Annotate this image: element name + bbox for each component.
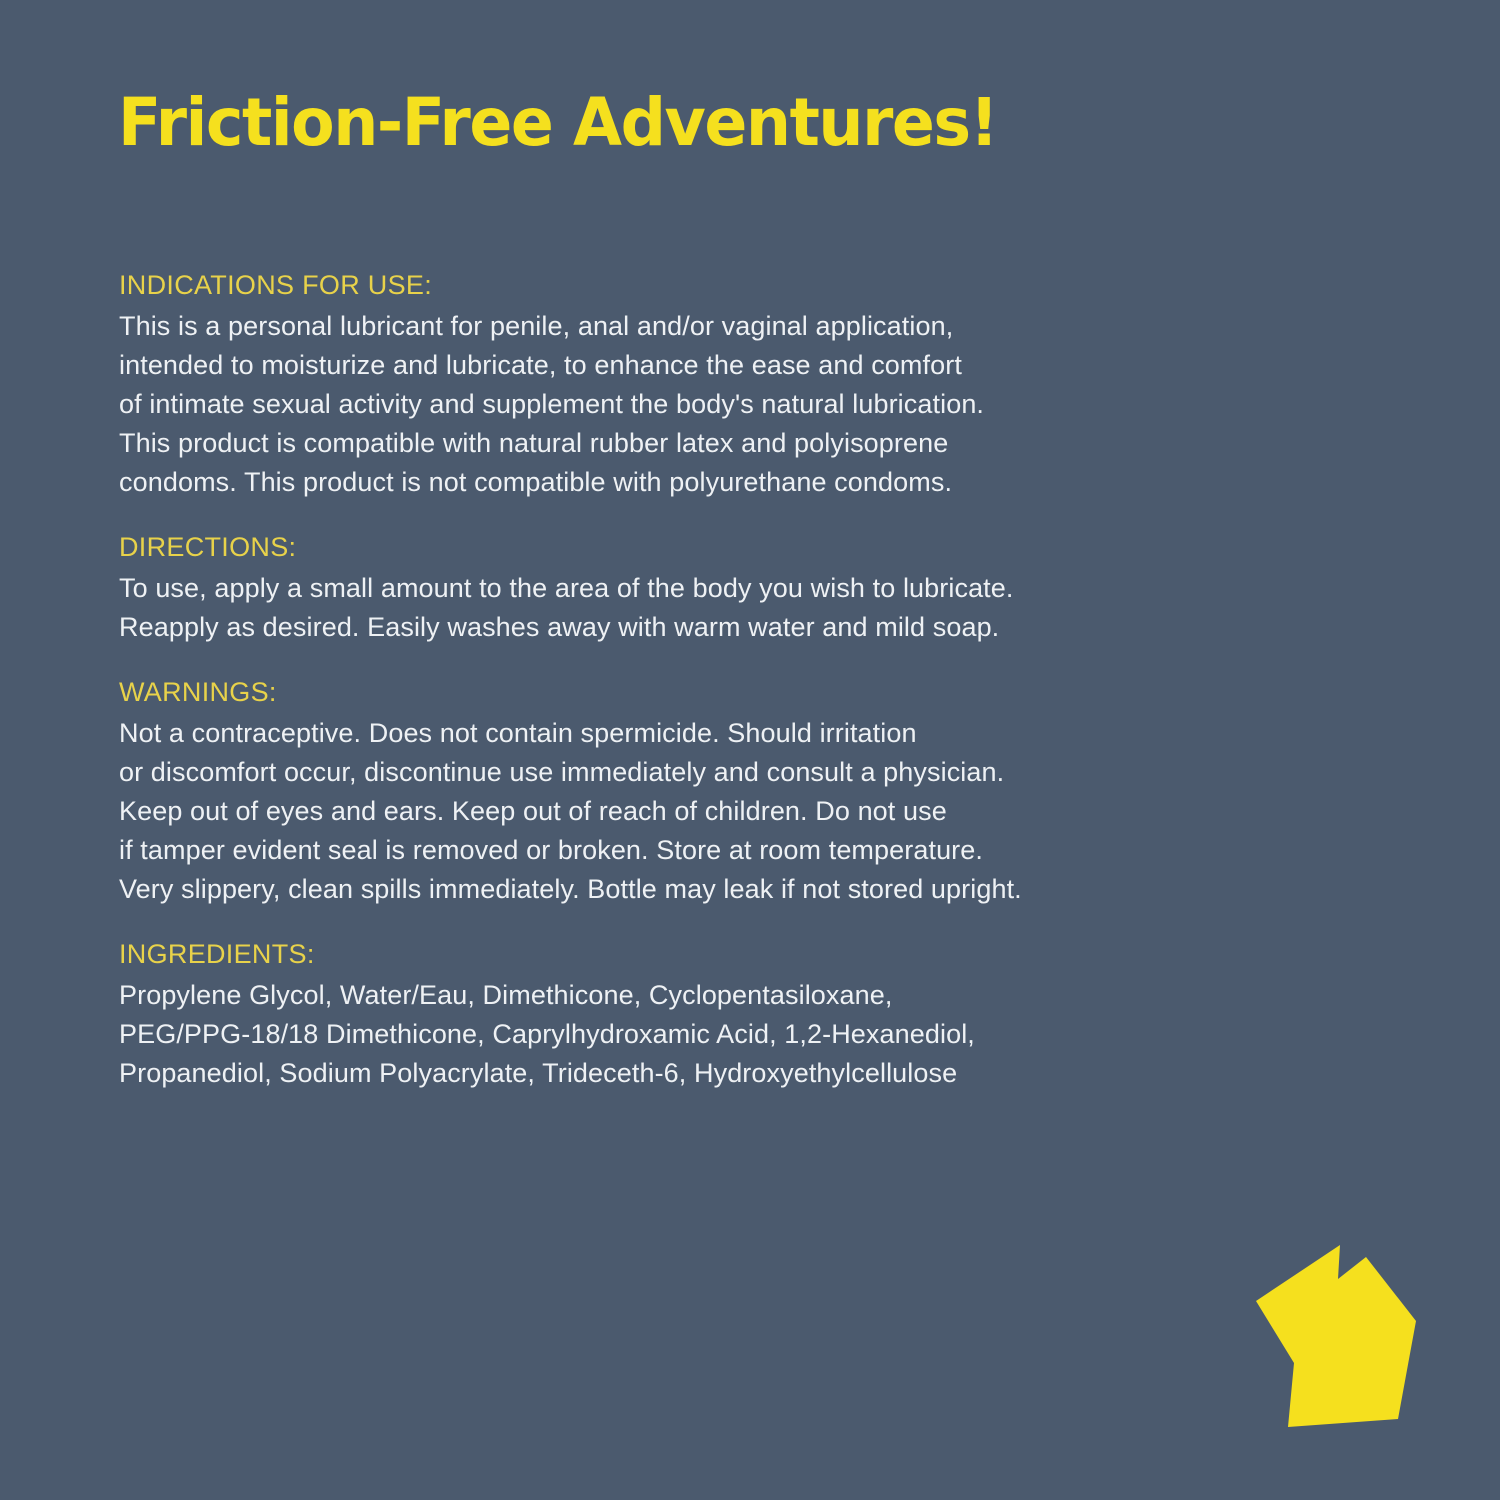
yellow-torn-corner-icon [1248,1243,1420,1428]
section-body [119,714,1299,909]
body-line: Not a contraceptive. Does not contain spermicide. Should irritation [119,718,917,748]
body-line: if tamper evident seal is removed or broken. Store at room temperature. [119,835,983,865]
section-ingredients [119,939,1299,1093]
body-line: Keep out of eyes and ears. Keep out of reach of children. Do not use [119,796,947,826]
body-line: of intimate sexual activity and supplement the body's natural lubrication. [119,389,985,419]
section-directions [119,532,1299,647]
body-line: Propanediol, Sodium Polyacrylate, Trideceth-6, Hydroxyethylcellulose [119,1058,958,1088]
section-heading: WARNINGS: [119,677,277,707]
section-indications [119,270,1299,502]
body-line: To use, apply a small amount to the area of the body you wish to lubricate. [119,573,1014,603]
section-heading: DIRECTIONS: [119,532,297,562]
body-line: Reapply as desired. Easily washes away with warm water and mild soap. [119,612,1000,642]
section-body [119,976,1299,1093]
section-heading: INGREDIENTS: [119,939,315,969]
section-warnings [119,677,1299,909]
body-line: condoms. This product is not compatible with polyurethane condoms. [119,467,953,497]
label-sections [119,270,1299,1093]
section-body [119,569,1299,647]
section-body [119,307,1299,502]
page-title: Friction-Free Adventures! [118,84,998,161]
body-line: PEG/PPG-18/18 Dimethicone, Caprylhydroxamic Acid, 1,2-Hexanediol, [119,1019,975,1049]
body-line: or discomfort occur, discontinue use immediately and consult a physician. [119,757,1005,787]
body-line: This is a personal lubricant for penile, anal and/or vaginal application, [119,311,954,341]
section-heading: INDICATIONS FOR USE: [119,270,433,300]
body-line: intended to moisturize and lubricate, to enhance the ease and comfort [119,350,962,380]
body-line: Propylene Glycol, Water/Eau, Dimethicone, Cyclopentasiloxane, [119,980,893,1010]
body-line: Very slippery, clean spills immediately. Bottle may leak if not stored upright. [119,874,1022,904]
body-line: This product is compatible with natural rubber latex and polyisoprene [119,428,949,458]
